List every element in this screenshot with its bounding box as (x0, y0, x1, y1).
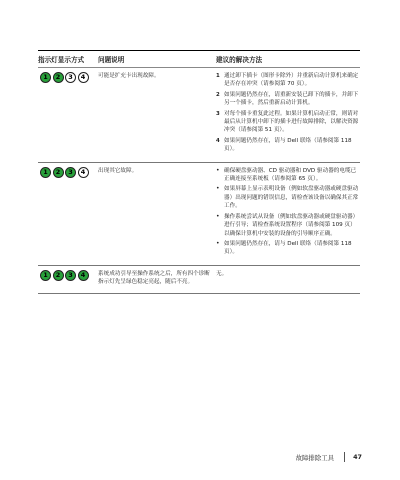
resolution-bullet (216, 167, 360, 184)
page-number: 47 (353, 453, 362, 461)
bullet-text: 如果问题仍然存在，请与 Dell 联络（请参阅第 118 页）。 (224, 240, 352, 256)
resolution-step (216, 110, 360, 135)
step-number: 3 (216, 110, 220, 117)
step-text: 如果问题仍然存在，请重新安装已卸下的插卡，并卸下另一个插卡，然后重新启动计算机。 (224, 91, 359, 107)
resolution-step (216, 137, 360, 154)
diagnostic-light-3: 3 (65, 167, 76, 178)
resolution-bullet (216, 240, 360, 257)
diagnostic-light-1: 1 (40, 72, 51, 83)
diagnostic-light-4: 4 (78, 270, 89, 281)
step-number: 1 (216, 73, 220, 79)
footer-section-title: 故障排除工具 (295, 454, 334, 462)
resolution-step (216, 72, 360, 89)
suggested-resolution (216, 68, 360, 162)
suggested-resolution (216, 163, 360, 265)
diagnostic-lights (38, 167, 98, 178)
page-footer (0, 453, 400, 465)
diagnostic-light-4: 4 (78, 167, 89, 178)
table-header (38, 50, 360, 68)
header-problem-description: 问题说明 (98, 56, 125, 64)
resolution-text: 无。 (216, 270, 228, 277)
suggested-resolution (216, 266, 360, 293)
bullet-marker: • (216, 239, 220, 247)
step-text: 如果问题仍然存在，请与 Dell 联络（请参阅第 118 页）。 (224, 137, 352, 153)
problem-description: 出现其它故障。 (98, 167, 138, 174)
diagnostic-light-3: 3 (65, 270, 76, 281)
diagnostic-light-2: 2 (53, 72, 64, 83)
diagnostic-light-1: 1 (40, 167, 51, 178)
step-number: 2 (216, 91, 220, 98)
footer-divider (344, 452, 345, 462)
diagnostic-lights (38, 72, 98, 83)
diagnostic-lights (38, 270, 98, 281)
step-number: 4 (216, 137, 220, 144)
header-suggested-resolution: 建议的解决方法 (216, 56, 263, 64)
bullet-text: 操作系统尝试从设备（例如软盘驱动器或硬盘驱动器）进行引导；请检查系统设置程序（请参阅第 109 页）以确保计算机中安装的设备的引导顺序正确。 (224, 213, 359, 237)
diagnostic-lights-table (38, 50, 360, 294)
bullet-marker: • (216, 166, 220, 174)
resolution-bullet (216, 185, 360, 210)
bullet-marker: • (216, 185, 220, 193)
diagnostic-light-1: 1 (40, 270, 51, 281)
problem-description: 系统成功引导至操作系统之后，所有四个诊断指示灯先呈绿色稳定亮起，随后不亮。 (98, 270, 210, 286)
table-row (38, 68, 360, 163)
resolution-bullet (216, 213, 360, 238)
header-light-pattern: 指示灯显示方式 (38, 56, 85, 64)
diagnostic-light-2: 2 (53, 167, 64, 178)
diagnostic-light-3: 3 (65, 72, 76, 83)
step-text: 通过卸下插卡（图形卡除外）并重新启动计算机来确定是否存在冲突（请参阅第 70 页）。 (224, 73, 359, 88)
bullet-text: 确保硬盘驱动器、CD 驱动器和 DVD 驱动器的电缆已正确连接至系统板（请参阅第 65 页）。 (224, 167, 357, 183)
problem-description: 可能是扩充卡出现故障。 (98, 73, 160, 79)
diagnostic-light-4: 4 (78, 72, 89, 83)
bullet-marker: • (216, 212, 220, 220)
bullet-text: 如果屏幕上显示表明设备（例如软盘驱动器或硬盘驱动器）出现问题的错误信息，请检查该设备以确保其正常工作。 (224, 186, 359, 210)
resolution-step (216, 91, 360, 108)
table-row (38, 266, 360, 294)
step-text: 对每个插卡重复此过程。如果计算机启动正常，则请对最后从计算机中卸下的插卡进行故障排除，以解决资源冲突（请参阅第 51 页）。 (224, 110, 359, 134)
diagnostic-light-2: 2 (53, 270, 64, 281)
table-row (38, 163, 360, 266)
